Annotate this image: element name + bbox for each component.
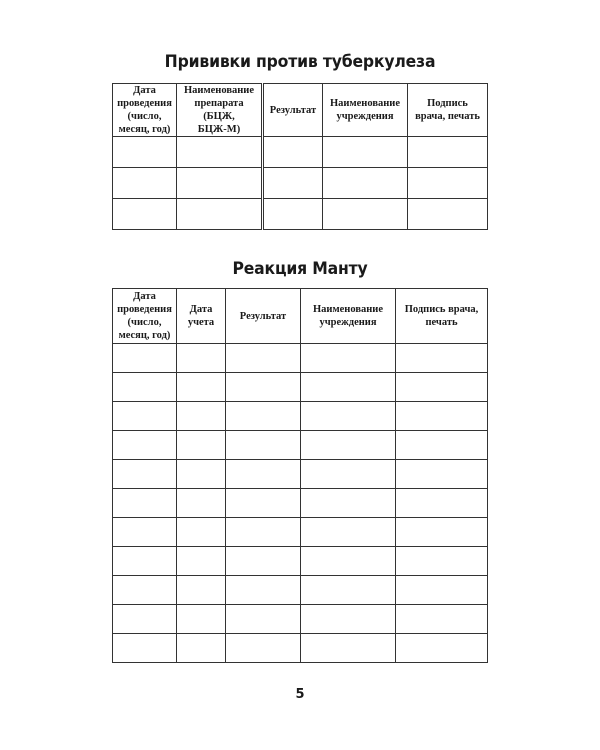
header-result: Результат [263,84,323,137]
table-cell[interactable] [301,373,396,402]
table-row [113,373,488,402]
table-cell[interactable] [301,576,396,605]
table-cell[interactable] [396,373,488,402]
table-cell[interactable] [113,199,177,230]
table-cell[interactable] [113,460,177,489]
table-cell[interactable] [177,576,226,605]
vaccinations-header-row [113,84,488,137]
mantoux-table [112,288,488,663]
table-cell[interactable] [113,137,177,168]
table-row [113,518,488,547]
table-cell[interactable] [177,547,226,576]
table-cell[interactable] [226,431,301,460]
table-cell[interactable] [226,460,301,489]
table-cell[interactable] [113,576,177,605]
table-row [113,199,488,230]
table-cell[interactable] [113,634,177,663]
header-date-performed: Дата проведения (число, месяц, год) [113,84,177,137]
table-cell[interactable] [396,576,488,605]
table-cell[interactable] [226,547,301,576]
vaccinations-title: Прививки против туберкулеза [164,52,436,72]
table-row [113,137,488,168]
table-cell[interactable] [408,199,488,230]
table-row [113,576,488,605]
table-cell[interactable] [113,605,177,634]
table-cell[interactable] [177,137,263,168]
table-cell[interactable] [301,431,396,460]
table-cell[interactable] [177,402,226,431]
table-row [113,460,488,489]
table-cell[interactable] [226,576,301,605]
table-row [113,344,488,373]
table-cell[interactable] [113,431,177,460]
table-cell[interactable] [396,634,488,663]
header-doctor-signature: Подпись врача, печать [396,289,488,344]
table-cell[interactable] [301,402,396,431]
table-cell[interactable] [263,137,323,168]
header-date-read: Дата учета [177,289,226,344]
table-cell[interactable] [177,634,226,663]
table-cell[interactable] [396,460,488,489]
table-cell[interactable] [226,373,301,402]
vaccinations-table [112,83,488,230]
table-cell[interactable] [226,489,301,518]
table-cell[interactable] [301,344,396,373]
table-row [113,489,488,518]
table-cell[interactable] [226,518,301,547]
table-cell[interactable] [226,402,301,431]
table-cell[interactable] [396,431,488,460]
header-vaccine-name: Наименование препарата (БЦЖ, БЦЖ-М) [177,84,263,137]
table-cell[interactable] [396,402,488,431]
table-cell[interactable] [301,489,396,518]
table-cell[interactable] [177,199,263,230]
mantoux-header-row [113,289,488,344]
table-cell[interactable] [323,199,408,230]
table-cell[interactable] [226,605,301,634]
table-cell[interactable] [177,518,226,547]
table-cell[interactable] [113,402,177,431]
table-cell[interactable] [408,168,488,199]
header-institution: Наименование учреждения [323,84,408,137]
table-cell[interactable] [396,605,488,634]
mantoux-title: Реакция Манту [232,259,368,279]
header-result: Результат [226,289,301,344]
table-row [113,605,488,634]
table-cell[interactable] [396,344,488,373]
table-cell[interactable] [323,137,408,168]
table-cell[interactable] [301,460,396,489]
table-cell[interactable] [113,168,177,199]
table-row [113,402,488,431]
table-cell[interactable] [177,460,226,489]
table-cell[interactable] [113,518,177,547]
table-cell[interactable] [301,634,396,663]
table-cell[interactable] [113,373,177,402]
table-cell[interactable] [301,605,396,634]
table-cell[interactable] [263,168,323,199]
table-row [113,168,488,199]
table-cell[interactable] [323,168,408,199]
page-number: 5 [295,687,305,702]
table-row [113,431,488,460]
table-cell[interactable] [396,489,488,518]
header-doctor-signature: Подпись врача, печать [408,84,488,137]
table-cell[interactable] [263,199,323,230]
table-cell[interactable] [301,547,396,576]
table-cell[interactable] [177,344,226,373]
table-cell[interactable] [177,373,226,402]
table-cell[interactable] [177,605,226,634]
table-row [113,547,488,576]
table-cell[interactable] [177,489,226,518]
table-cell[interactable] [301,518,396,547]
table-row [113,634,488,663]
table-cell[interactable] [113,547,177,576]
header-institution: Наименование учреждения [301,289,396,344]
table-cell[interactable] [113,489,177,518]
table-cell[interactable] [177,431,226,460]
table-cell[interactable] [113,344,177,373]
table-cell[interactable] [396,518,488,547]
table-cell[interactable] [396,547,488,576]
table-cell[interactable] [226,634,301,663]
table-cell[interactable] [177,168,263,199]
table-cell[interactable] [408,137,488,168]
table-cell[interactable] [226,344,301,373]
header-date-performed: Дата проведения (число, месяц, год) [113,289,177,344]
